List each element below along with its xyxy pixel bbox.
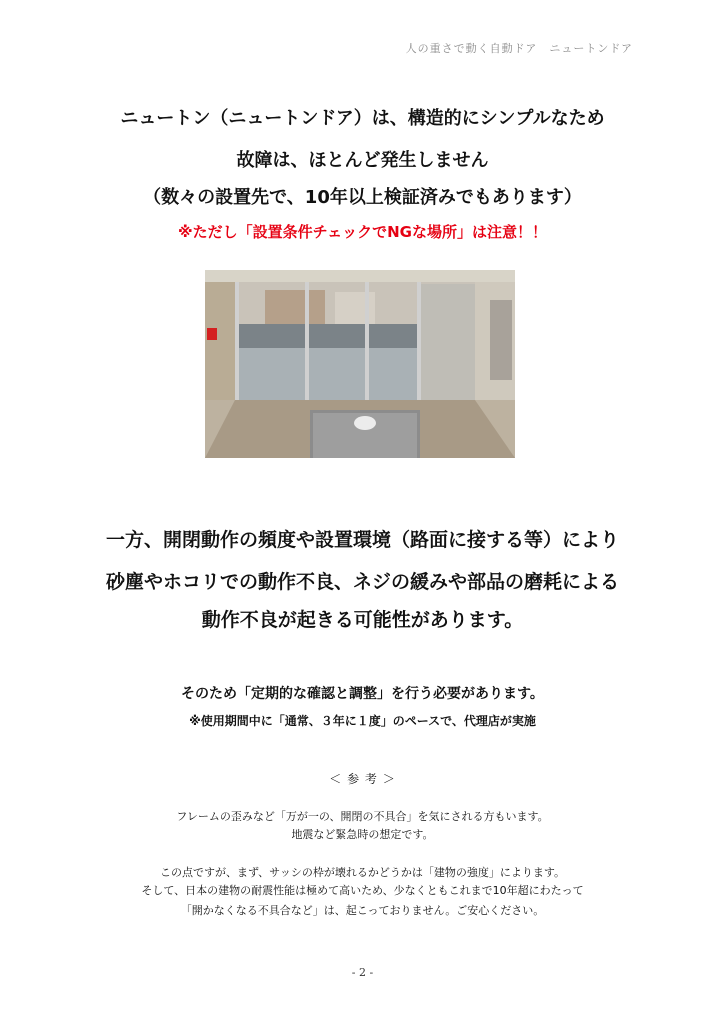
intro-line-2: 故障は、ほとんど発生しません <box>236 150 489 171</box>
reference-line-5: 「開かなくなる不具合など」は、起こっておりません。ご安心ください。 <box>180 904 545 917</box>
middle-line-3: 動作不良が起きる可能性があります。 <box>201 609 524 631</box>
reference-line-4: そして、日本の建物の耐震性能は極めて高いため、少なくともこれまで10年超にわたって <box>141 884 584 897</box>
reference-line-3: この点ですが、まず、サッシの枠が壊れるかどうかは「建物の強度」によります。 <box>159 866 566 879</box>
reference-line-2: 地震など緊急時の想定です。 <box>291 828 434 841</box>
intro-line-1: ニュートン（ニュートンドア）は、構造的にシンプルなため <box>120 108 605 129</box>
page-header-title: 人の重さで動く自動ドア ニュートンドア <box>405 42 633 55</box>
warning-note: ※ただし「設置条件チェックでNGな場所」は注意！！ <box>177 223 547 241</box>
summary-line-1: そのため「定期的な確認と調整」を行う必要があります。 <box>181 686 544 702</box>
reference-line-1: フレームの歪みなど「万が一の、開閉の不具合」を気にされる方もいます。 <box>176 810 549 823</box>
reference-heading: ＜ 参 考 ＞ <box>329 772 396 786</box>
page-number: - 2 - <box>351 966 374 979</box>
middle-line-1: 一方、開閉動作の頻度や設置環境（路面に接する等）により <box>105 529 619 551</box>
summary-line-2: ※使用期間中に「通常、３年に１度」のペースで、代理店が実施 <box>189 714 536 728</box>
middle-line-2: 砂塵やホコリでの動作不良、ネジの緩みや部品の磨耗による <box>105 571 619 593</box>
entrance-door-photo <box>205 270 515 458</box>
intro-line-3: （数々の設置先で、10年以上検証済みでもあります） <box>143 187 582 208</box>
